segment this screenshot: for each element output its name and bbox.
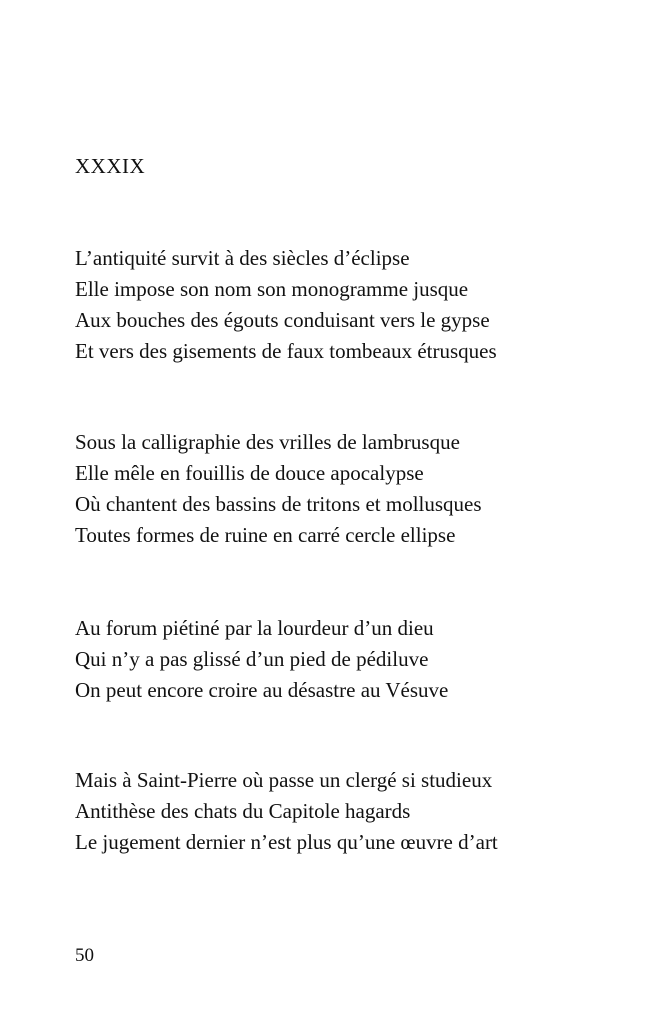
verse-line: Et vers des gisements de faux tombeaux étrusques — [75, 339, 497, 363]
verse-line: Sous la calligraphie des vrilles de lambrusque — [75, 430, 460, 454]
verse-line: Elle mêle en fouillis de douce apocalypse — [75, 461, 424, 485]
verse-line: Aux bouches des égouts conduisant vers le gypse — [75, 308, 490, 332]
verse-line: Antithèse des chats du Capitole hagards — [75, 799, 411, 823]
verse-line: On peut encore croire au désastre au Vésuve — [75, 678, 449, 702]
verse-line: Mais à Saint-Pierre où passe un clergé si studieux — [75, 768, 493, 792]
stanza-2 — [75, 427, 482, 551]
poem-title: XXXIX — [75, 154, 146, 178]
stanza-4 — [75, 765, 498, 858]
verse-line: Elle impose son nom son monogramme jusque — [75, 277, 469, 301]
verse-line: Qui n’y a pas glissé d’un pied de pédiluve — [75, 647, 429, 671]
stanza-1 — [75, 243, 497, 367]
page-number: 50 — [75, 945, 94, 966]
verse-line: L’antiquité survit à des siècles d’éclipse — [75, 246, 410, 270]
verse-line: Toutes formes de ruine en carré cercle ellipse — [75, 523, 456, 547]
verse-line: Où chantent des bassins de tritons et mollusques — [75, 492, 482, 516]
verse-line: Le jugement dernier n’est plus qu’une œuvre d’art — [75, 830, 498, 854]
verse-line: Au forum piétiné par la lourdeur d’un dieu — [75, 616, 434, 640]
stanza-3 — [75, 613, 448, 706]
